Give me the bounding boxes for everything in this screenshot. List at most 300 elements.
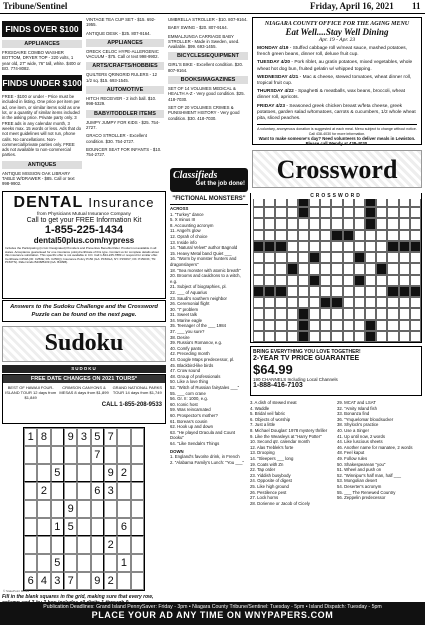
sudoku-instructions: Fill in the blank squares in the grid, making sure that every row, [2, 594, 154, 600]
sudoku-strip: SUDOKU [2, 365, 166, 373]
clue: 50. Shakespearean "you" [337, 461, 386, 467]
crossword-cell[interactable] [309, 218, 320, 229]
sudoku-cell[interactable] [117, 446, 130, 464]
crossword-cell[interactable] [399, 230, 410, 241]
crossword-cell[interactable] [376, 320, 387, 331]
crossword-cell [376, 263, 387, 274]
across-header: ACROSS [170, 206, 189, 211]
classified-ad: ANTIQUE MISSION OAK LIBRARY TABLE W/DRAWER - $85. Call or text 998-9902. [2, 170, 75, 187]
crossword-cell[interactable] [354, 286, 365, 297]
sudoku-cell[interactable] [24, 554, 37, 572]
sudoku-cell[interactable]: 6 [24, 572, 37, 590]
crossword-cell[interactable] [354, 308, 365, 319]
sudoku-cell[interactable] [131, 428, 144, 446]
crossword-cell[interactable] [320, 320, 331, 331]
across-clue-list [170, 212, 248, 447]
crossword-cell[interactable] [264, 263, 275, 274]
crossword-cell [298, 320, 309, 331]
crossword-cell[interactable] [309, 308, 320, 319]
sudoku-cell[interactable] [24, 446, 37, 464]
menu-item: TUESDAY 4/20 - Pork riblet, au gratin potatoes, mixed vegetables, whole wheat hot dog bun, fruited gelatin w/ whipped topping. [257, 60, 413, 72]
crossword-grid[interactable] [253, 196, 421, 342]
crossword-cell[interactable] [298, 275, 309, 286]
crossword-cell[interactable] [354, 263, 365, 274]
crossword-cell[interactable] [298, 252, 309, 263]
crossword-cell[interactable] [410, 320, 421, 331]
crossword-cell [287, 263, 298, 274]
sudoku-cell[interactable]: 9 [104, 464, 117, 482]
sudoku-cell[interactable] [131, 536, 144, 554]
sudoku-cell[interactable] [24, 518, 37, 536]
classified-ad: SET OF 20 VOLUMES CRIMES & PUNISHMENT HISTORY - Very good condition. $30. 418-7030. [168, 104, 240, 121]
crossword-cell[interactable] [320, 331, 331, 342]
sudoku-cell[interactable]: 8 [37, 428, 50, 446]
crossword-cell[interactable] [410, 252, 421, 263]
dental-phone[interactable]: 1-855-225-1434 [44, 224, 124, 236]
crossword-cell[interactable] [253, 275, 264, 286]
crossword-cell[interactable] [264, 320, 275, 331]
crossword-cell[interactable] [365, 241, 376, 252]
crossword-cell[interactable] [343, 252, 354, 263]
crossword-cell[interactable] [298, 241, 309, 252]
dental-from: from Physicians Mutual Insurance Company [37, 212, 131, 217]
crossword-cell[interactable] [264, 207, 275, 218]
crossword-cell [410, 286, 421, 297]
crossword-cell[interactable] [354, 320, 365, 331]
crossword-cell[interactable] [376, 297, 387, 308]
crossword-cell[interactable] [275, 230, 286, 241]
crossword-cell[interactable] [275, 218, 286, 229]
sudoku-cell[interactable] [64, 554, 77, 572]
sudoku-cell[interactable]: 3 [104, 482, 117, 500]
crossword-cell[interactable] [365, 297, 376, 308]
crossword-cell[interactable] [410, 308, 421, 319]
crossword-cell [331, 230, 342, 241]
sudoku-cell[interactable]: 1 [24, 428, 37, 446]
crossword-cell[interactable] [331, 308, 342, 319]
sudoku-cell[interactable] [131, 482, 144, 500]
sudoku-cell[interactable] [104, 554, 117, 572]
menu-day: TUESDAY 4/20 [257, 60, 291, 66]
sudoku-cell[interactable] [77, 536, 90, 554]
crossword-cell[interactable] [365, 252, 376, 263]
crossword-cell[interactable] [331, 241, 342, 252]
crossword-cell[interactable] [275, 331, 286, 342]
crossword-cell[interactable] [387, 331, 398, 342]
sudoku-cell[interactable]: 5 [51, 464, 64, 482]
clue: 22. Tap order [250, 467, 276, 473]
sudoku-cell[interactable] [131, 500, 144, 518]
classified-ad: JUMPY JUMPY FOR KIDS - $25. 754-2727. [86, 119, 160, 130]
issue-date: Friday, April 16, 2021 [310, 1, 394, 11]
crossword-cell[interactable] [275, 207, 286, 218]
sudoku-cell[interactable]: 9 [64, 428, 77, 446]
crossword-cell[interactable] [387, 308, 398, 319]
crossword-cell[interactable] [320, 275, 331, 286]
sudoku-cell[interactable] [131, 446, 144, 464]
sudoku-cell[interactable] [117, 482, 130, 500]
crossword-cell[interactable] [287, 275, 298, 286]
sudoku-cell[interactable]: 3 [51, 572, 64, 590]
sudoku-cell[interactable] [37, 500, 50, 518]
crossword-cell[interactable] [287, 207, 298, 218]
sudoku-cell[interactable] [37, 518, 50, 536]
sudoku-cell[interactable] [24, 536, 37, 554]
crossword-cell[interactable] [376, 308, 387, 319]
sudoku-cell[interactable]: 1 [117, 554, 130, 572]
crossword-cell[interactable] [253, 263, 264, 274]
dental-cta: Call to get your FREE Information Kit [26, 217, 142, 224]
menu-item: FRIDAY 4/23 - Seasoned greek chicken breast w/feta cheese, greek potatoes, garden salad w/tomatoes, carrots & cucumbers, 1/2 whole wheat pita, sliced peaches. [257, 103, 416, 122]
crossword-cell[interactable] [376, 275, 387, 286]
crossword-cell[interactable] [264, 331, 275, 342]
crossword-cell[interactable] [331, 252, 342, 263]
sudoku-cell[interactable] [64, 482, 77, 500]
crossword-cell[interactable] [253, 207, 264, 218]
crossword-cell[interactable] [309, 241, 320, 252]
sudoku-cell[interactable]: 9 [64, 500, 77, 518]
crossword-cell[interactable] [298, 230, 309, 241]
crossword-cell[interactable] [320, 308, 331, 319]
crossword-cell[interactable] [410, 207, 421, 218]
crossword-banner [252, 150, 422, 188]
crossword-cell[interactable] [275, 320, 286, 331]
sudoku-cell[interactable]: 2 [104, 536, 117, 554]
crossword-cell[interactable] [253, 320, 264, 331]
crossword-cell[interactable] [376, 230, 387, 241]
crossword-cell[interactable] [399, 308, 410, 319]
clue: 47. Crow sound [170, 368, 201, 374]
crossword-cell[interactable] [343, 297, 354, 308]
crossword-cell[interactable] [365, 308, 376, 319]
crossword-cell[interactable] [331, 218, 342, 229]
clue: 23. Yiddish busybody [250, 472, 291, 478]
crossword-cell[interactable] [320, 263, 331, 274]
crossword-cell[interactable] [410, 218, 421, 229]
crossword-cell[interactable] [287, 230, 298, 241]
crossword-cell[interactable] [309, 230, 320, 241]
category-header: BOOKS/MAGAZINES [168, 76, 248, 84]
classified-ad: EMMALJUNGA CARRIAGE BABY STROLLER - Made in Sweden, used. Available. $99. 693-1455. [168, 33, 240, 50]
crossword-cell[interactable] [343, 241, 354, 252]
crossword-cell[interactable] [387, 275, 398, 286]
classifieds-tagline: Get the job done! [195, 181, 245, 187]
classified-ad: HITCH RECEIVER - 2 inch ball. $10. 998-5329. [86, 96, 157, 107]
classifieds-title: Classifieds [173, 170, 218, 181]
sudoku-cell[interactable] [77, 572, 90, 590]
sudoku-cell[interactable] [64, 536, 77, 554]
classified-ad: BOUNCER SEAT FOR INFANTS - $10. 754-2727. [86, 146, 162, 158]
crossword-cell[interactable] [354, 297, 365, 308]
sudoku-cell[interactable] [91, 536, 104, 554]
crossword-cell[interactable] [309, 263, 320, 274]
crossword-cell[interactable] [320, 252, 331, 263]
crossword-cell[interactable] [399, 320, 410, 331]
tours-phone[interactable]: CALL 1-855-208-9533 [101, 402, 162, 408]
classified-column-1 [2, 17, 82, 190]
crossword-cell[interactable] [387, 230, 398, 241]
menu-day: THURSDAY 4/22 [257, 89, 294, 95]
clue: 44. Like luscious sheets [337, 439, 383, 445]
crossword-cell[interactable] [320, 207, 331, 218]
crossword-cell[interactable] [287, 308, 298, 319]
sudoku-cell[interactable] [37, 464, 50, 482]
crossword-cell[interactable] [376, 331, 387, 342]
crossword-cell[interactable] [264, 297, 275, 308]
crossword-cell[interactable] [410, 263, 421, 274]
sudoku-cell[interactable]: 2 [117, 464, 130, 482]
crossword-cell [275, 241, 286, 252]
clue: 23. Saudi's southern neighbor [170, 295, 227, 301]
crossword-cell[interactable] [287, 331, 298, 342]
crossword-cell[interactable] [376, 218, 387, 229]
menu-slogan: Eat Well....Stay Well Dining [285, 27, 389, 37]
crossword-cell[interactable] [410, 297, 421, 308]
crossword-cell[interactable] [320, 218, 331, 229]
sudoku-cell[interactable] [51, 428, 64, 446]
sudoku-cell[interactable]: 2 [104, 572, 117, 590]
sudoku-cell[interactable]: 7 [64, 572, 77, 590]
sudoku-cell[interactable] [24, 482, 37, 500]
clue: 40. Use a Singer [337, 427, 370, 433]
menu-item: MONDAY 4/19 - Stuffed cabbage roll w/meat sauce, mashed potatoes, french green beans, dinner roll, deluxe fruit cup. [257, 46, 408, 58]
sudoku-cell[interactable]: 9 [91, 572, 104, 590]
sudoku-cell[interactable] [77, 500, 90, 518]
crossword-cell[interactable] [275, 297, 286, 308]
crossword-cell[interactable] [399, 207, 410, 218]
crossword-cell[interactable] [264, 252, 275, 263]
crossword-cell[interactable] [343, 218, 354, 229]
sudoku-cell[interactable]: 1 [51, 518, 64, 536]
sudoku-cell[interactable] [77, 518, 90, 536]
clue: 42. Preceding month [170, 351, 210, 357]
crossword-cell[interactable] [309, 207, 320, 218]
classified-ad: GRACO STROLLER - Excellent condition. $30. 754-2727. [86, 133, 147, 144]
sudoku-cell[interactable] [117, 536, 130, 554]
sudoku-cell[interactable] [131, 464, 144, 482]
crossword-cell[interactable] [365, 275, 376, 286]
crossword-cell[interactable] [253, 331, 264, 342]
crossword-cell [387, 286, 398, 297]
sudoku-cell[interactable] [117, 572, 130, 590]
crossword-cell[interactable] [331, 331, 342, 342]
crossword-cell[interactable] [275, 308, 286, 319]
clue: 7. Just a little [250, 422, 276, 428]
crossword-cell[interactable] [376, 286, 387, 297]
sudoku-cell[interactable] [91, 500, 104, 518]
crossword-cell[interactable] [275, 263, 286, 274]
crossword-cell[interactable] [253, 308, 264, 319]
sudoku-cell[interactable] [51, 500, 64, 518]
crossword-cell[interactable] [298, 263, 309, 274]
sudoku-cell[interactable] [51, 536, 64, 554]
crossword-cell[interactable] [320, 241, 331, 252]
clue: 31. Sweet talk [170, 312, 197, 318]
sudoku-cell[interactable] [51, 482, 64, 500]
sudoku-cell[interactable] [64, 446, 77, 464]
crossword-cell[interactable] [298, 286, 309, 297]
crossword-cell[interactable] [287, 218, 298, 229]
crossword-cell[interactable] [264, 218, 275, 229]
sudoku-cell[interactable]: 6 [117, 518, 130, 536]
crossword-cell[interactable] [287, 286, 298, 297]
crossword-cell[interactable] [399, 263, 410, 274]
crossword-cell[interactable] [410, 230, 421, 241]
sudoku-cell[interactable] [77, 554, 90, 572]
crossword-cell[interactable] [331, 275, 342, 286]
crossword-cell[interactable] [275, 252, 286, 263]
sudoku-cell[interactable] [117, 428, 130, 446]
crossword-cell[interactable] [343, 331, 354, 342]
crossword-cell[interactable] [287, 297, 298, 308]
crossword-cell[interactable] [376, 207, 387, 218]
crossword-cell[interactable] [320, 230, 331, 241]
crossword-cell[interactable] [354, 241, 365, 252]
sudoku-cell[interactable] [131, 572, 144, 590]
crossword-cell[interactable] [387, 207, 398, 218]
crossword-cell[interactable] [354, 207, 365, 218]
crossword-cell[interactable] [399, 331, 410, 342]
sudoku-cell[interactable] [51, 446, 64, 464]
sudoku-cell[interactable]: 2 [37, 482, 50, 500]
dish-phone[interactable]: 1-888-416-7103 [253, 382, 303, 389]
crossword-cell[interactable] [309, 286, 320, 297]
crossword-cell[interactable] [298, 218, 309, 229]
crossword-cell[interactable] [376, 241, 387, 252]
clue: 13. Inside info [170, 239, 197, 245]
sudoku-cell[interactable] [77, 464, 90, 482]
crossword-cell[interactable] [387, 263, 398, 274]
crossword-cell[interactable] [354, 230, 365, 241]
clue: 61. Boreas's cousin [170, 418, 208, 424]
sudoku-cell[interactable]: 5 [51, 554, 64, 572]
crossword-cell[interactable] [275, 275, 286, 286]
menu-item: WEDNESDAY 4/21 - Mac & cheese, stewed tomatoes, wheat dinner roll, tropical fruit cup. [257, 74, 412, 87]
crossword-cell[interactable] [410, 275, 421, 286]
clue: 49. Follow rules [337, 455, 368, 461]
crossword-cell[interactable] [320, 286, 331, 297]
sudoku-cell[interactable]: 4 [37, 572, 50, 590]
crossword-cell[interactable] [264, 275, 275, 286]
sudoku-cell[interactable] [131, 554, 144, 572]
sudoku-grid[interactable] [23, 427, 145, 591]
crossword-cell[interactable] [343, 320, 354, 331]
crossword-cell[interactable] [309, 331, 320, 342]
crossword-cell [365, 218, 376, 229]
crossword-cell[interactable] [253, 252, 264, 263]
crossword-cell[interactable] [399, 297, 410, 308]
crossword-cell[interactable] [287, 252, 298, 263]
sudoku-cell[interactable] [104, 446, 117, 464]
crossword-cell[interactable] [354, 331, 365, 342]
crossword-cell[interactable] [387, 252, 398, 263]
clue: 48. Group of professionals [170, 373, 221, 379]
sudoku-cell[interactable] [37, 446, 50, 464]
crossword-cell[interactable] [387, 297, 398, 308]
crossword-cell[interactable] [387, 320, 398, 331]
dental-website[interactable]: dental50plus.com/nypress [33, 236, 135, 245]
sudoku-cell[interactable]: 6 [91, 482, 104, 500]
crossword-cell[interactable] [331, 320, 342, 331]
crossword-cell[interactable] [387, 218, 398, 229]
crossword-cell[interactable] [331, 207, 342, 218]
crossword-cell[interactable] [343, 308, 354, 319]
crossword-cell [264, 286, 275, 297]
crossword-cell[interactable] [331, 286, 342, 297]
sudoku-cell[interactable]: 3 [77, 428, 90, 446]
crossword-cell[interactable] [287, 320, 298, 331]
crossword-cell [253, 286, 264, 297]
sudoku-cell[interactable] [91, 518, 104, 536]
sudoku-cell[interactable] [131, 518, 144, 536]
across-clues [170, 206, 248, 465]
crossword-cell[interactable] [343, 286, 354, 297]
sudoku-cell[interactable] [24, 500, 37, 518]
sudoku-cell[interactable] [91, 554, 104, 572]
tours-ad [2, 374, 166, 424]
crossword-cell[interactable] [343, 263, 354, 274]
crossword-cell[interactable] [309, 297, 320, 308]
crossword-cell[interactable] [399, 218, 410, 229]
category-header: APPLIANCES [86, 39, 164, 47]
place-ad-cta[interactable]: PLACE YOUR AD ANY TIME ON WNYPAPERS.COM [91, 610, 334, 620]
crossword-cell [399, 241, 410, 252]
sudoku-cell[interactable]: 5 [91, 428, 104, 446]
sudoku-cell[interactable] [117, 500, 130, 518]
crossword-cell [365, 207, 376, 218]
crossword-cell[interactable] [410, 331, 421, 342]
crossword-cell[interactable] [365, 230, 376, 241]
crossword-cell[interactable] [399, 275, 410, 286]
sudoku-cell[interactable] [104, 518, 117, 536]
crossword-cell[interactable] [343, 275, 354, 286]
clue: 25. Like high ground [250, 483, 289, 489]
clue: 4. Waddle [250, 405, 270, 411]
crossword-cell[interactable] [264, 308, 275, 319]
crossword-cell[interactable] [365, 286, 376, 297]
dental-fine-print: Includes the Participating (in GA: Designated) Providers and Preventive Benefits Rider. Product not available in all states. Acceptance guaranteed for one insurance policy/certificate of this type. Contact us for complete details about this insurance solicitation. This specific offer is not available in CO. Call 1-844-225-7883 or respond for similar offer. Certificate C250A (ID: C250E; PA: C250Q); Insurance Policy P150 (GA: P150GA; NY: P150NY; OK: P150OK; TN: P150TN). Rider kinds B438/B439 (GA: B439B). [5, 246, 159, 265]
crossword-cell[interactable] [354, 218, 365, 229]
crossword-cell[interactable] [253, 297, 264, 308]
sudoku-cell[interactable]: 7 [91, 446, 104, 464]
sudoku-cell[interactable] [91, 464, 104, 482]
sudoku-cell[interactable] [77, 446, 90, 464]
crossword-cell[interactable] [343, 207, 354, 218]
crossword-cell[interactable] [309, 320, 320, 331]
sudoku-cell[interactable] [37, 554, 50, 572]
sudoku-cell[interactable]: 5 [64, 518, 77, 536]
crossword-cell[interactable] [253, 218, 264, 229]
crossword-cell[interactable] [298, 297, 309, 308]
crossword-cell[interactable] [287, 241, 298, 252]
clue: 2. "Alabama Family's Lunch: "You ___" [170, 459, 245, 465]
crossword-cell[interactable] [331, 263, 342, 274]
sudoku-cell[interactable] [37, 536, 50, 554]
crossword-cell[interactable] [376, 252, 387, 263]
sudoku-cell[interactable] [24, 464, 37, 482]
sudoku-cell[interactable] [64, 464, 77, 482]
crossword-cell[interactable] [253, 230, 264, 241]
clue: 40. Comfy pants [170, 345, 202, 351]
crossword-cell[interactable] [399, 252, 410, 263]
tour-item: CRIMSON CANYONS & MESAS 8 days from $1,899 [59, 385, 109, 395]
sudoku-cell[interactable] [77, 482, 90, 500]
crossword-cell[interactable] [264, 230, 275, 241]
classified-ad: QUILTERS QRINGRID RULERS - 12 1/2 sq. $15. 693-1545. [86, 72, 158, 83]
crossword-cell[interactable] [365, 263, 376, 274]
sudoku-cell[interactable] [104, 500, 117, 518]
sudoku-cell[interactable]: 7 [104, 428, 117, 446]
